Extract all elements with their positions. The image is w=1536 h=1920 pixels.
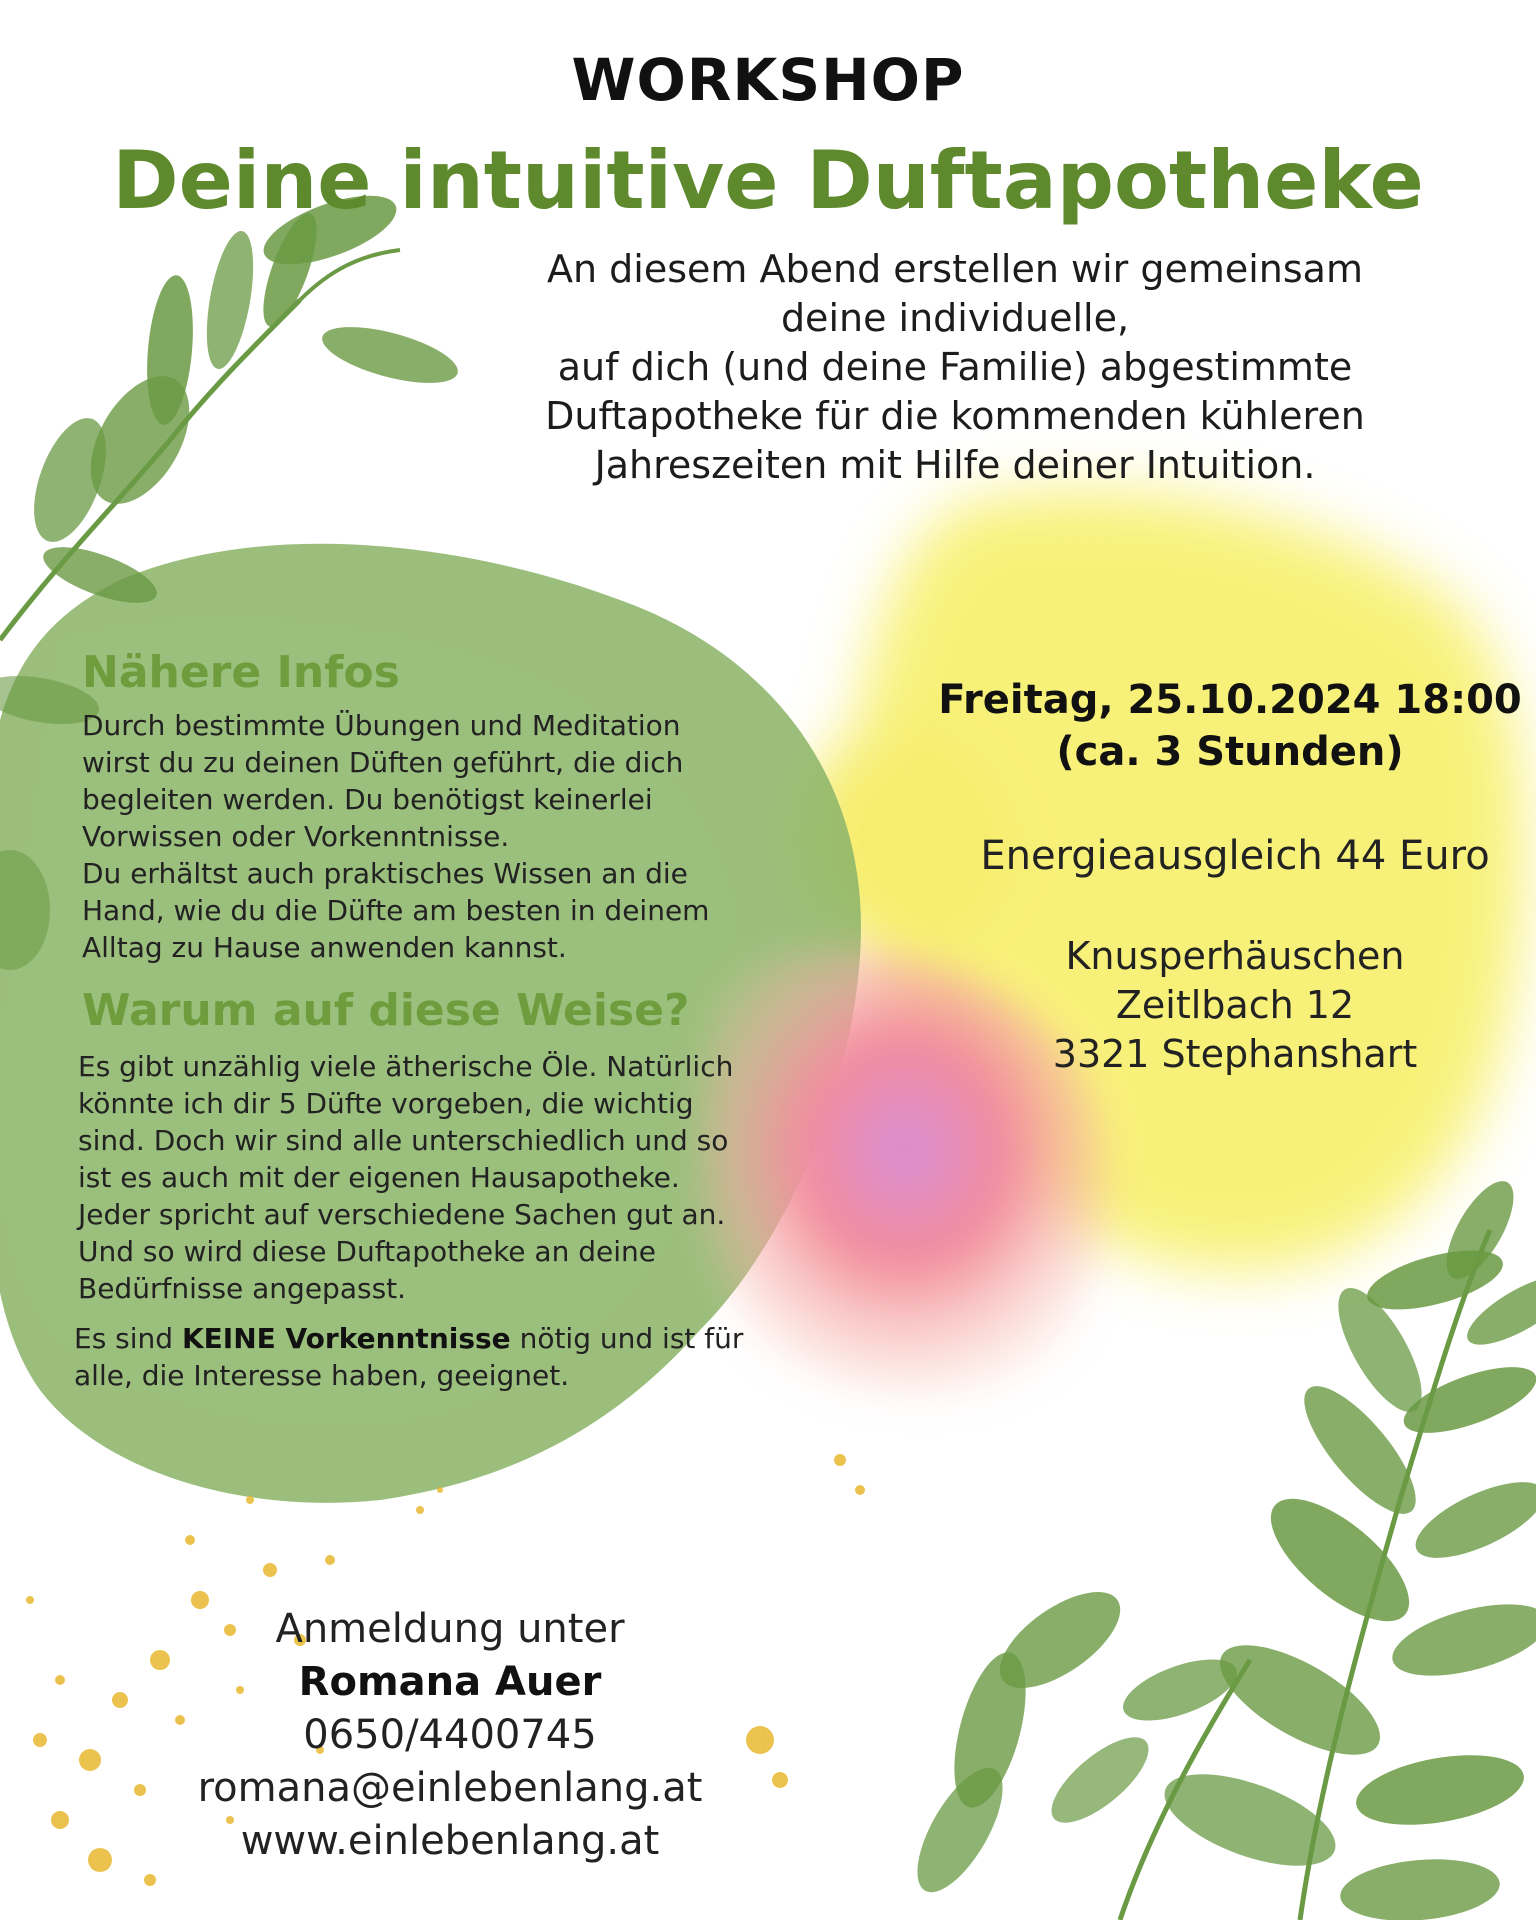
warum-line: Es gibt unzählig viele ätherische Öle. Natürlich <box>78 1050 734 1083</box>
contact-website: www.einlebenlang.at <box>240 1818 660 1864</box>
venue-name: Knusperhäuschen <box>1065 934 1405 978</box>
warum-paragraph <box>78 1048 778 1307</box>
infos-line: Hand, wie du die Düfte am besten in deinem <box>82 894 710 927</box>
note-suffix: nötig und ist für <box>510 1322 744 1355</box>
warum-line: Und so wird diese Duftapotheke an deine <box>78 1235 656 1268</box>
contact-block <box>130 1603 770 1868</box>
contact-phone: 0650/4400745 <box>303 1712 597 1758</box>
workshop-kicker: WORKSHOP <box>571 46 965 114</box>
contact-intro: Anmeldung unter <box>275 1606 625 1652</box>
note-line-1 <box>74 1320 794 1357</box>
infos-line: begleiten werden. Du benötigst keinerlei <box>82 783 653 816</box>
intro-line: deine individuelle, <box>780 296 1130 340</box>
intro-line: An diesem Abend erstellen wir gemeinsam <box>547 247 1363 291</box>
infos-line: Alltag zu Hause anwenden kannst. <box>82 931 567 964</box>
contact-name: Romana Auer <box>298 1659 602 1705</box>
warum-line: sind. Doch wir sind alle unterschiedlich und so <box>78 1124 729 1157</box>
note-bold: KEINE Vorkenntnisse <box>181 1322 511 1355</box>
infos-heading: Nähere Infos <box>82 647 400 698</box>
page-title: Deine intuitive Duftapotheke <box>112 134 1424 227</box>
intro-line: auf dich (und deine Familie) abgestimmte <box>557 345 1353 389</box>
note-line-2: alle, die Interesse haben, geeignet. <box>74 1359 570 1392</box>
event-duration: (ca. 3 Stunden) <box>1056 729 1404 775</box>
event-date: Freitag, 25.10.2024 18:00 <box>938 677 1522 723</box>
event-date-block <box>930 674 1530 778</box>
event-address <box>930 932 1536 1079</box>
infos-paragraph <box>82 707 782 966</box>
intro-paragraph <box>500 245 1410 490</box>
contact-email: romana@einlebenlang.at <box>197 1765 703 1811</box>
infos-line: Vorwissen oder Vorkenntnisse. <box>82 820 510 853</box>
venue-city: 3321 Stephanshart <box>1052 1032 1418 1076</box>
warum-line: ist es auch mit der eigenen Hausapotheke. <box>78 1161 680 1194</box>
intro-line: Duftapotheke für die kommenden kühleren <box>545 394 1365 438</box>
infos-line: Du erhältst auch praktisches Wissen an die <box>82 857 688 890</box>
infos-line: wirst du zu deinen Düften geführt, die dich <box>82 746 684 779</box>
warum-heading: Warum auf diese Weise? <box>82 985 690 1036</box>
note-prefix: Es sind <box>74 1322 182 1355</box>
warum-line: Bedürfnisse angepasst. <box>78 1272 407 1305</box>
event-price: Energieausgleich 44 Euro <box>980 833 1490 879</box>
warum-line: könnte ich dir 5 Düfte vorgeben, die wichtig <box>78 1087 694 1120</box>
venue-street: Zeitlbach 12 <box>1115 983 1355 1027</box>
prerequisites-note <box>74 1320 794 1394</box>
warum-line: Jeder spricht auf verschiedene Sachen gut an. <box>78 1198 726 1231</box>
infos-line: Durch bestimmte Übungen und Meditation <box>82 709 681 742</box>
intro-line: Jahreszeiten mit Hilfe deiner Intuition. <box>594 443 1316 487</box>
